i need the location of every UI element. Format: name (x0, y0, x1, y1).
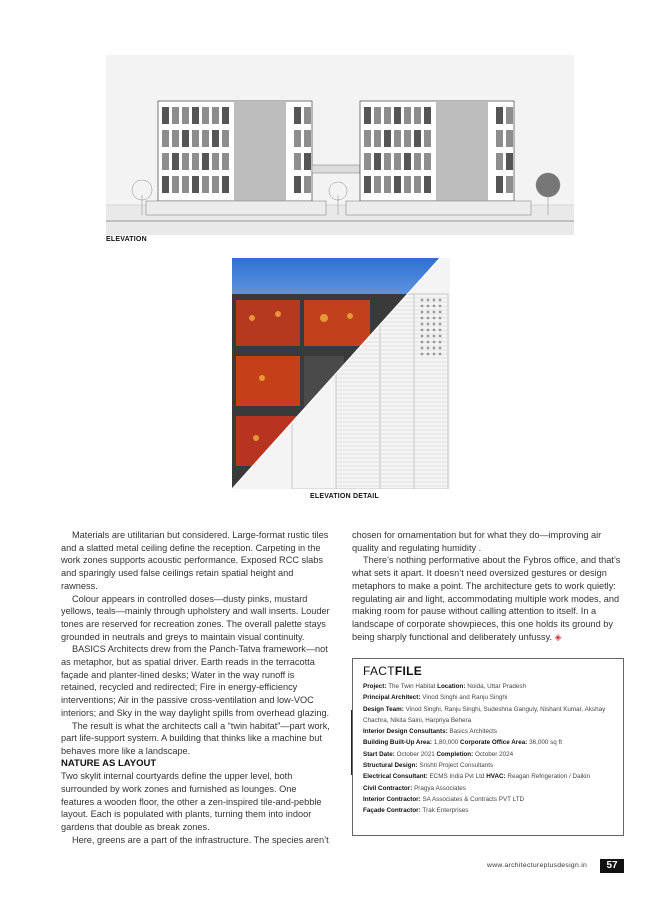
factfile-row (363, 715, 615, 726)
factfile-value: October 2021 (396, 750, 437, 758)
paragraph: chosen for ornamentation but for what they do—improving air quality and regulating humidity . (352, 530, 602, 553)
paragraph: Colour appears in controlled doses—dusty pinks, mustard yellows, teals—mainly through upholstery and wall inserts. Louder tones are reserved for recreation zones. The overall palette stays grounded in neutrals and greys to maintain visual continuity. (61, 593, 330, 642)
factfile-key: Façade Contractor: (363, 807, 423, 815)
factfile-key: Principal Architect: (363, 694, 423, 702)
factfile-key: Interior Design Consultants: (363, 728, 450, 736)
factfile-key: Building Built-Up Area: (363, 739, 434, 747)
factfile-value: SA Associates & Contracts PVT LTD (422, 795, 525, 803)
paragraph (352, 554, 624, 643)
factfile-key: Completion: (436, 750, 475, 758)
paragraph: BASICS Architects drew from the Panch-Tatva framework—not as metaphor, but as spatial driver. Earth reads in the terracotta façade and planter-lined desks; Water in the way runoff is retained, recycled and redirected; Fire in energy-efficiency interventions; Air in the passive cross-ventilation and low-VOC interiors; and Sky in the way daylight spills from overhead glazing. (61, 644, 330, 718)
factfile-value: Srishti Project Consultants (419, 762, 494, 770)
elevation-detail-caption: ELEVATION DETAIL (310, 493, 379, 500)
factfile-value: 36,000 sq ft (529, 739, 563, 747)
factfile-value: Pragya Associates (414, 784, 466, 792)
factfile-row (363, 805, 615, 816)
factfile-row (363, 749, 615, 760)
factfile-row (363, 760, 615, 771)
factfile-key: Design Team: (363, 705, 406, 713)
factfile-row (363, 704, 615, 715)
paragraph: Here, greens are a part of the infrastructure. The species aren’t (72, 834, 329, 845)
factfile-key: Start Date: (363, 750, 397, 758)
factfile-row (363, 737, 615, 748)
factfile-key: HVAC: (486, 773, 508, 781)
factfile-row (363, 783, 615, 794)
paragraph-text: There’s nothing performative about the Fybros office, and that’s what sets it apart. It doesn’t need oversized gestures or design metaphors to make a point. The architecture gets to work quietly: regulating air and light, accommodating multiple work modes, and making room for pause without calling attention to itself. In a landscape of corporate showpieces, this one holds its ground by being sharply functional and deliberately unfussy. (352, 555, 621, 642)
factfile-rows (363, 681, 615, 817)
paragraph: The result is what the architects call a “twin habitat”—part work, part life-support system. A building that thinks like a machine but behaves more like a landscape. (61, 720, 330, 756)
factfile-box (352, 658, 624, 836)
factfile-value: Noida, Uttar Pradesh (467, 683, 526, 690)
right-building (346, 101, 531, 215)
left-column (61, 529, 331, 847)
left-building (146, 101, 326, 215)
factfile-value: Chachra, Nikita Saini, Harpriya Behera (363, 716, 472, 724)
factfile-value: October 2024 (474, 750, 514, 758)
end-mark-icon: ◈ (554, 631, 562, 642)
elevation-drawing (106, 55, 574, 235)
factfile-value: ECMS India Pvt Ltd (429, 773, 487, 781)
page-number: 57 (600, 859, 624, 873)
factfile-row (363, 794, 615, 805)
paragraph: Two skylit internal courtyards define the upper level, both surrounded by work zones and furnished as lounges. One features a wooden floor, the other a zen-inspired tile-and-pebble layout. Each is populated with plants, turning them into indoor gardens that double as break zones. (61, 771, 322, 833)
factfile-value: 1,80,000 (433, 739, 461, 747)
factfile-value: Basics Architects (449, 728, 498, 736)
footer-url[interactable]: www.architectureplusdesign.in (487, 862, 588, 869)
factfile-key: Civil Contractor: (363, 784, 415, 792)
factfile-key: Project: (363, 683, 389, 690)
factfile-key: Structural Design: (363, 762, 420, 770)
right-column (352, 529, 624, 643)
factfile-title: FACTFILE (363, 664, 423, 678)
factfile-row (363, 692, 615, 703)
paragraph: Materials are utilitarian but considered. Large-format rustic tiles and a slatted metal ceiling define the reception. Carpeting in the work zones supports acoustic performance. Exposed RCC slabs and sparingly used false ceilings retain spatial height and rawness. (61, 530, 329, 591)
factfile-row (363, 726, 615, 737)
factfile-row (363, 681, 615, 692)
factfile-key: Interior Contractor: (363, 795, 423, 803)
factfile-value: Vinod Singhi and Ranju Singhi (422, 694, 508, 702)
factfile-key: Corporate Office Area: (460, 739, 530, 747)
factfile-value: Reagan Refrigeration / Daikin (507, 773, 591, 781)
factfile-value: Trak Enterprises (422, 807, 469, 815)
factfile-key: Location: (437, 683, 468, 690)
factfile-value: Vinod Singhi, Ranju Singhi, Sudeshna Ganguly, Nishant Kumar, Akshay (405, 705, 606, 713)
section-heading: NATURE AS LAYOUT (61, 757, 157, 769)
elevation-caption: ELEVATION (106, 236, 147, 243)
factfile-key: Electrical Consultant: (363, 773, 430, 781)
factfile-row (363, 771, 615, 782)
elevation-detail-image (232, 258, 450, 489)
factfile-value: The Twin Habitat (388, 683, 438, 690)
